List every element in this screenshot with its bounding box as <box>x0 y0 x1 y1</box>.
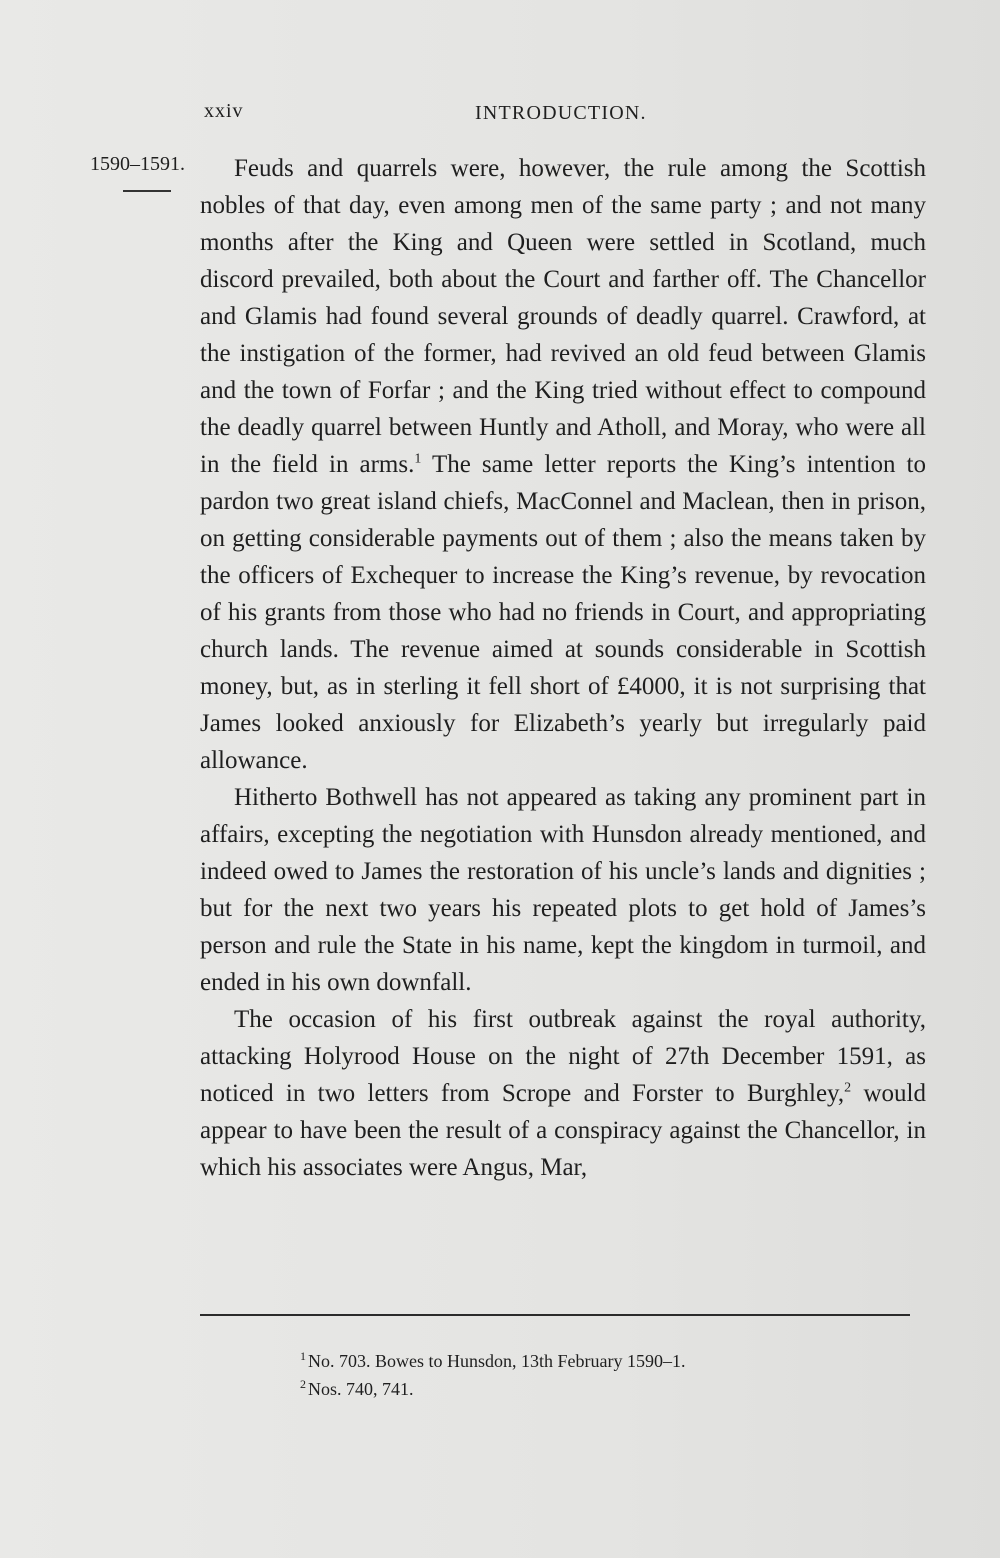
paragraph <box>200 1001 926 1186</box>
footnote-reference: 2 <box>844 1080 852 1096</box>
paragraph-text: Feuds and quarrels were, however, the rule among the Scottish nobles of that day, even among men of the same party ; and not many months after the King and Queen were settled in Scotland, much discord prevailed, both about the Court and farther off. The Chancellor and Glamis had found several grounds of deadly quarrel. Crawford, at the instigation of the former, had revived an old feud between Glamis and the town of Forfar ; and the King tried without effect to compound the deadly quarrel between Huntly and Atholl, and Moray, who were all in the field in arms. <box>200 155 926 478</box>
paragraph-text: The occasion of his first outbreak against the royal authority, attacking Holyrood House on the night of 27th December 1591, as noticed in two letters from Scrope and Forster to Burghley, <box>200 1006 926 1107</box>
margin-rule <box>123 190 171 192</box>
body-text <box>200 150 926 1186</box>
page-title: INTRODUCTION. <box>475 102 647 124</box>
footnote <box>300 1347 900 1375</box>
footnotes <box>300 1347 900 1403</box>
paragraph <box>200 150 926 779</box>
footnote-reference: 1 <box>414 451 422 467</box>
footnote-marker: 1 <box>300 1349 306 1363</box>
footnote-text: Nos. 740, 741. <box>308 1379 414 1399</box>
paragraph-text: The same letter reports the King’s intention to pardon two great island chiefs, MacConnel and Maclean, then in prison, on getting considerable payments out of them ; also the means taken by the officers of Exchequer to increase the King’s revenue, by revocation of his grants from those who had no friends in Court, and appropriating church lands. The revenue aimed at sounds considerable in Scottish money, but, as in sterling it fell short of £4000, it is not surprising that James looked anxiously for Elizabeth’s yearly but irregularly paid allowance. <box>200 451 926 774</box>
page-number: xxiv <box>204 100 244 122</box>
footnote-divider <box>200 1314 910 1316</box>
paragraph-text: Hitherto Bothwell has not appeared as taking any prominent part in affairs, excepting the negotiation with Hunsdon already mentioned, and indeed owed to James the restoration of his uncle’s lands and dignities ; but for the next two years his repeated plots to get hold of James’s person and rule the State in his name, kept the kingdom in turmoil, and ended in his own downfall. <box>200 784 926 996</box>
paragraph <box>200 779 926 1001</box>
paragraph-text: would appear to have been the result of a conspiracy against the Chancellor, in which his associates were Angus, Mar, <box>200 1080 926 1181</box>
footnote <box>300 1375 900 1403</box>
margin-date-note: 1590–1591. <box>90 153 185 175</box>
footnote-marker: 2 <box>300 1377 306 1391</box>
footnote-text: No. 703. Bowes to Hunsdon, 13th February 1590–1. <box>308 1351 686 1371</box>
running-head <box>200 100 920 134</box>
